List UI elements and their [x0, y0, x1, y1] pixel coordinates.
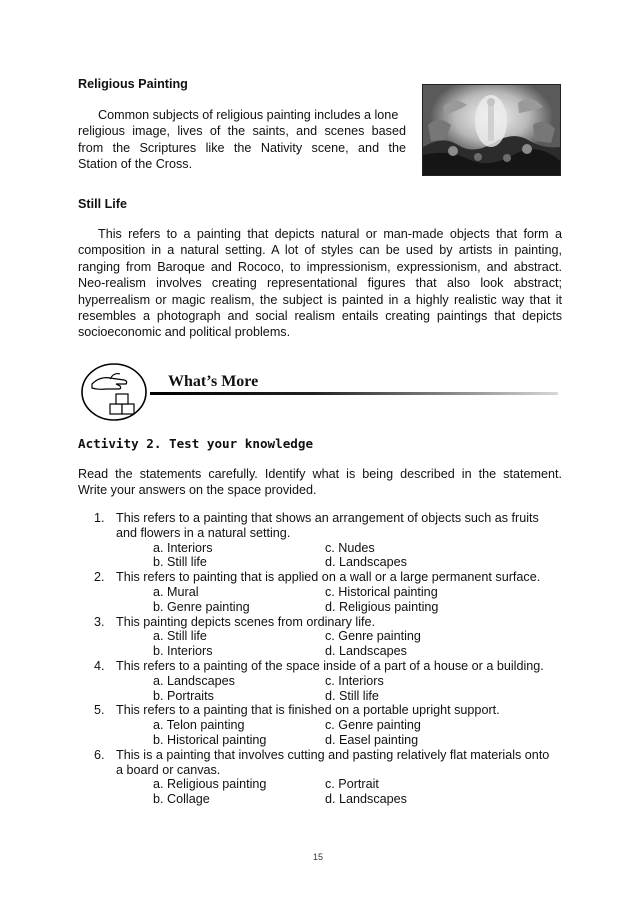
question-item [94, 511, 564, 570]
option-b: b. Interiors [153, 644, 213, 659]
option-b: b. Collage [153, 792, 210, 807]
option-d: d. Religious painting [325, 599, 439, 614]
still-life-line: composition in a natural setting. A lot of styles can be used by artists in painting, [78, 243, 562, 258]
question-item [94, 570, 564, 614]
question-text: This refers to a painting that is finished on a portable upright support. [116, 703, 500, 718]
question-number: 4. [94, 658, 105, 673]
option-b: b. Genre painting [153, 599, 250, 614]
option-a: a. Interiors [153, 540, 213, 555]
still-life-line: This refers to a painting that depicts natural or man-made objects that form a [98, 227, 562, 241]
question-text: This refers to painting that is applied on a wall or a large permanent surface. [116, 570, 541, 585]
question-text: This refers to a painting that shows an arrangement of objects such as fruits [116, 511, 539, 525]
question-number: 3. [94, 614, 105, 629]
option-d: d. Still life [325, 688, 379, 703]
question-list [94, 511, 564, 807]
question-item [94, 615, 564, 659]
religious-line: Common subjects of religious painting includes a lone [98, 108, 399, 122]
religious-line: religious image, lives of the saints, and scenes based [78, 124, 406, 139]
option-c: c. Historical painting [325, 584, 438, 599]
option-d: d. Easel painting [325, 732, 419, 747]
religious-line: from the Scriptures like the Nativity scene, and the [78, 140, 406, 155]
option-a: a. Landscapes [153, 673, 235, 688]
option-d: d. Landscapes [325, 644, 407, 659]
option-d: d. Landscapes [325, 792, 407, 807]
still-life-line: hyperrealism or magic realism, the subject is painted in a highly realistic way that it [78, 292, 562, 307]
instruction-line: Read the statements carefully. Identify what is being described in the statement. [78, 467, 562, 481]
option-c: c. Genre painting [325, 629, 421, 644]
option-b: b. Historical painting [153, 732, 267, 747]
question-item [94, 659, 564, 703]
whats-more-icon [80, 362, 148, 422]
question-text: This painting depicts scenes from ordinary life. [116, 614, 375, 629]
option-b: b. Still life [153, 555, 207, 570]
painting-artwork [423, 85, 560, 175]
religious-heading: Religious Painting [78, 77, 188, 91]
page-number: 15 [313, 852, 324, 862]
activity-title: Activity 2. Test your knowledge [78, 436, 314, 451]
still-life-line: resembles a photograph and social realism entails creating paintings that depicts [78, 309, 562, 324]
question-number: 2. [94, 570, 105, 585]
question-text: This is a painting that involves cutting and pasting relatively flat materials onto [116, 747, 550, 762]
option-a: a. Religious painting [153, 777, 267, 792]
hand-stacking-blocks-icon [80, 362, 148, 422]
option-a: a. Mural [153, 584, 199, 599]
option-a: a. Still life [153, 629, 207, 644]
question-text: This refers to a painting of the space inside of a part of a house or a building. [116, 658, 544, 673]
whats-more-title: What’s More [168, 373, 259, 390]
still-life-line: Neo-realism involves creating representational figures that also look abstract; [78, 276, 562, 291]
still-life-line: ranging from Baroque and Rococo, to impressionism, expressionism, and abstract. [78, 259, 562, 274]
question-item [94, 748, 564, 807]
still-life-heading: Still Life [78, 197, 127, 211]
instruction-line: Write your answers on the space provided. [78, 483, 317, 498]
question-number: 1. [94, 511, 105, 525]
question-number: 5. [94, 703, 105, 718]
still-life-line: socioeconomic and political problems. [78, 325, 291, 340]
option-c: c. Portrait [325, 777, 379, 792]
option-c: c. Nudes [325, 540, 375, 555]
religious-line: Station of the Cross. [78, 157, 193, 172]
religious-paragraph [78, 107, 406, 173]
question-number: 6. [94, 747, 105, 762]
still-life-paragraph [78, 226, 562, 341]
question-text: a board or canvas. [116, 762, 221, 777]
option-b: b. Portraits [153, 688, 214, 703]
question-text: and flowers in a natural setting. [116, 525, 291, 540]
option-c: c. Genre painting [325, 718, 421, 733]
activity-instructions [78, 466, 562, 499]
option-d: d. Landscapes [325, 555, 407, 570]
question-item [94, 703, 564, 747]
option-a: a. Telon painting [153, 718, 245, 733]
religious-painting-image [422, 84, 561, 176]
whats-more-divider [150, 392, 558, 395]
option-c: c. Interiors [325, 673, 384, 688]
